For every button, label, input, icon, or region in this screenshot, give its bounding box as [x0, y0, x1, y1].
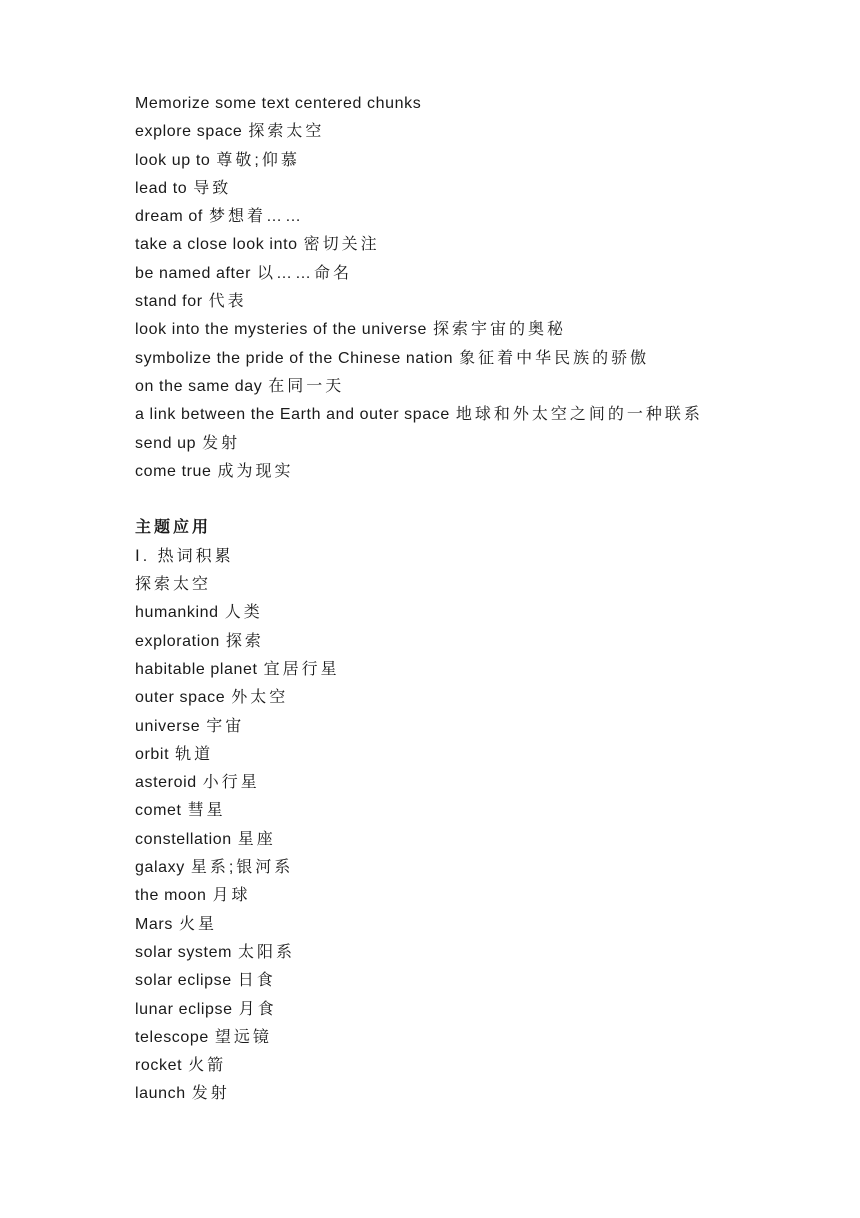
chinese-meaning: 发射 [191, 1085, 230, 1103]
english-term: constellation [135, 830, 232, 848]
vocab-entry [135, 854, 835, 882]
vocab-entry [135, 147, 835, 175]
english-term: comet [135, 802, 182, 820]
english-term: orbit [135, 745, 170, 763]
vocab-entry [135, 882, 835, 910]
english-term: a link between the Earth and outer space [135, 406, 450, 424]
english-term: galaxy [135, 859, 185, 877]
chinese-meaning: 导致 [193, 179, 232, 197]
english-term: come true [135, 462, 212, 480]
chinese-meaning: 人类 [224, 604, 263, 622]
english-term: Mars [135, 915, 173, 933]
chinese-meaning: 外太空 [231, 689, 289, 707]
vocab-entry [135, 713, 835, 741]
english-term: look into the mysteries of the universe [135, 321, 427, 339]
chinese-meaning: 火星 [178, 915, 217, 933]
english-term: exploration [135, 632, 220, 650]
chinese-meaning: 梦想着…… [208, 208, 304, 226]
vocab-entry [135, 1080, 835, 1108]
vocab-entry [135, 769, 835, 797]
vocab-entry [135, 656, 835, 684]
chinese-meaning: 望远镜 [214, 1028, 272, 1046]
english-term: be named after [135, 264, 252, 282]
vocab-entry [135, 684, 835, 712]
chinese-meaning: 小行星 [202, 774, 260, 792]
chinese-meaning: 代表 [208, 293, 247, 311]
chunks-list [135, 118, 835, 486]
chinese-meaning: 日食 [237, 972, 276, 990]
chinese-meaning: 月球 [212, 887, 251, 905]
chinese-meaning: 探索宇宙的奥秘 [432, 321, 566, 339]
vocab-entry [135, 260, 835, 288]
english-term: dream of [135, 208, 203, 226]
vocab-list [135, 599, 835, 1108]
chinese-meaning: 地球和外太空之间的一种联系 [455, 406, 703, 424]
section-spacer [135, 486, 835, 514]
english-term: launch [135, 1085, 186, 1103]
vocab-entry [135, 203, 835, 231]
english-term: solar eclipse [135, 972, 232, 990]
english-term: lunar eclipse [135, 1000, 233, 1018]
vocab-entry [135, 118, 835, 146]
chinese-meaning: 探索太空 [248, 123, 325, 141]
chinese-meaning: 在同一天 [268, 377, 345, 395]
english-term: symbolize the pride of the Chinese nation [135, 349, 454, 367]
chinese-meaning: 星系;银河系 [190, 859, 294, 877]
vocab-entry [135, 628, 835, 656]
vocab-entry [135, 373, 835, 401]
english-term: lead to [135, 179, 188, 197]
chinese-meaning: 成为现实 [217, 462, 294, 480]
vocab-entry [135, 797, 835, 825]
vocab-entry [135, 288, 835, 316]
chinese-meaning: 月食 [238, 1000, 277, 1018]
vocab-entry [135, 599, 835, 627]
chinese-meaning: 密切关注 [303, 236, 380, 254]
english-term: universe [135, 717, 201, 735]
english-term: explore space [135, 123, 243, 141]
english-term: take a close look into [135, 236, 298, 254]
vocab-entry [135, 1024, 835, 1052]
theme-subheading: Ⅰ. 热词积累 [135, 547, 234, 565]
theme-heading: 主题应用 [135, 519, 212, 537]
english-term: outer space [135, 689, 226, 707]
english-term: on the same day [135, 377, 263, 395]
vocab-entry [135, 401, 835, 429]
vocab-entry [135, 231, 835, 259]
english-term: humankind [135, 604, 219, 622]
vocab-entry [135, 741, 835, 769]
vocab-entry [135, 430, 835, 458]
chinese-meaning: 探索 [225, 632, 264, 650]
chinese-meaning: 星座 [237, 830, 276, 848]
vocab-entry [135, 1052, 835, 1080]
vocab-entry [135, 175, 835, 203]
english-term: rocket [135, 1057, 183, 1075]
chinese-meaning: 以……命名 [257, 264, 353, 282]
english-term: asteroid [135, 774, 197, 792]
english-term: telescope [135, 1028, 209, 1046]
vocab-entry [135, 458, 835, 486]
chinese-meaning: 轨道 [175, 745, 214, 763]
english-term: habitable planet [135, 660, 258, 678]
vocab-entry [135, 996, 835, 1024]
vocab-entry [135, 316, 835, 344]
chinese-meaning: 太阳系 [238, 943, 296, 961]
document-page [135, 90, 835, 1109]
english-term: send up [135, 434, 197, 452]
vocab-entry [135, 911, 835, 939]
theme-topic: 探索太空 [135, 576, 212, 594]
chinese-meaning: 宜居行星 [263, 660, 340, 678]
chinese-meaning: 发射 [202, 434, 241, 452]
chinese-meaning: 彗星 [187, 802, 226, 820]
english-term: stand for [135, 293, 203, 311]
chinese-meaning: 宇宙 [206, 717, 245, 735]
chunks-heading: Memorize some text centered chunks [135, 95, 422, 112]
vocab-entry [135, 939, 835, 967]
chinese-meaning: 尊敬;仰慕 [216, 151, 300, 169]
chinese-meaning: 火箭 [188, 1057, 227, 1075]
vocab-entry [135, 967, 835, 995]
english-term: solar system [135, 943, 232, 961]
vocab-entry [135, 345, 835, 373]
english-term: the moon [135, 887, 207, 905]
english-term: look up to [135, 151, 211, 169]
chinese-meaning: 象征着中华民族的骄傲 [459, 349, 650, 367]
vocab-entry [135, 826, 835, 854]
